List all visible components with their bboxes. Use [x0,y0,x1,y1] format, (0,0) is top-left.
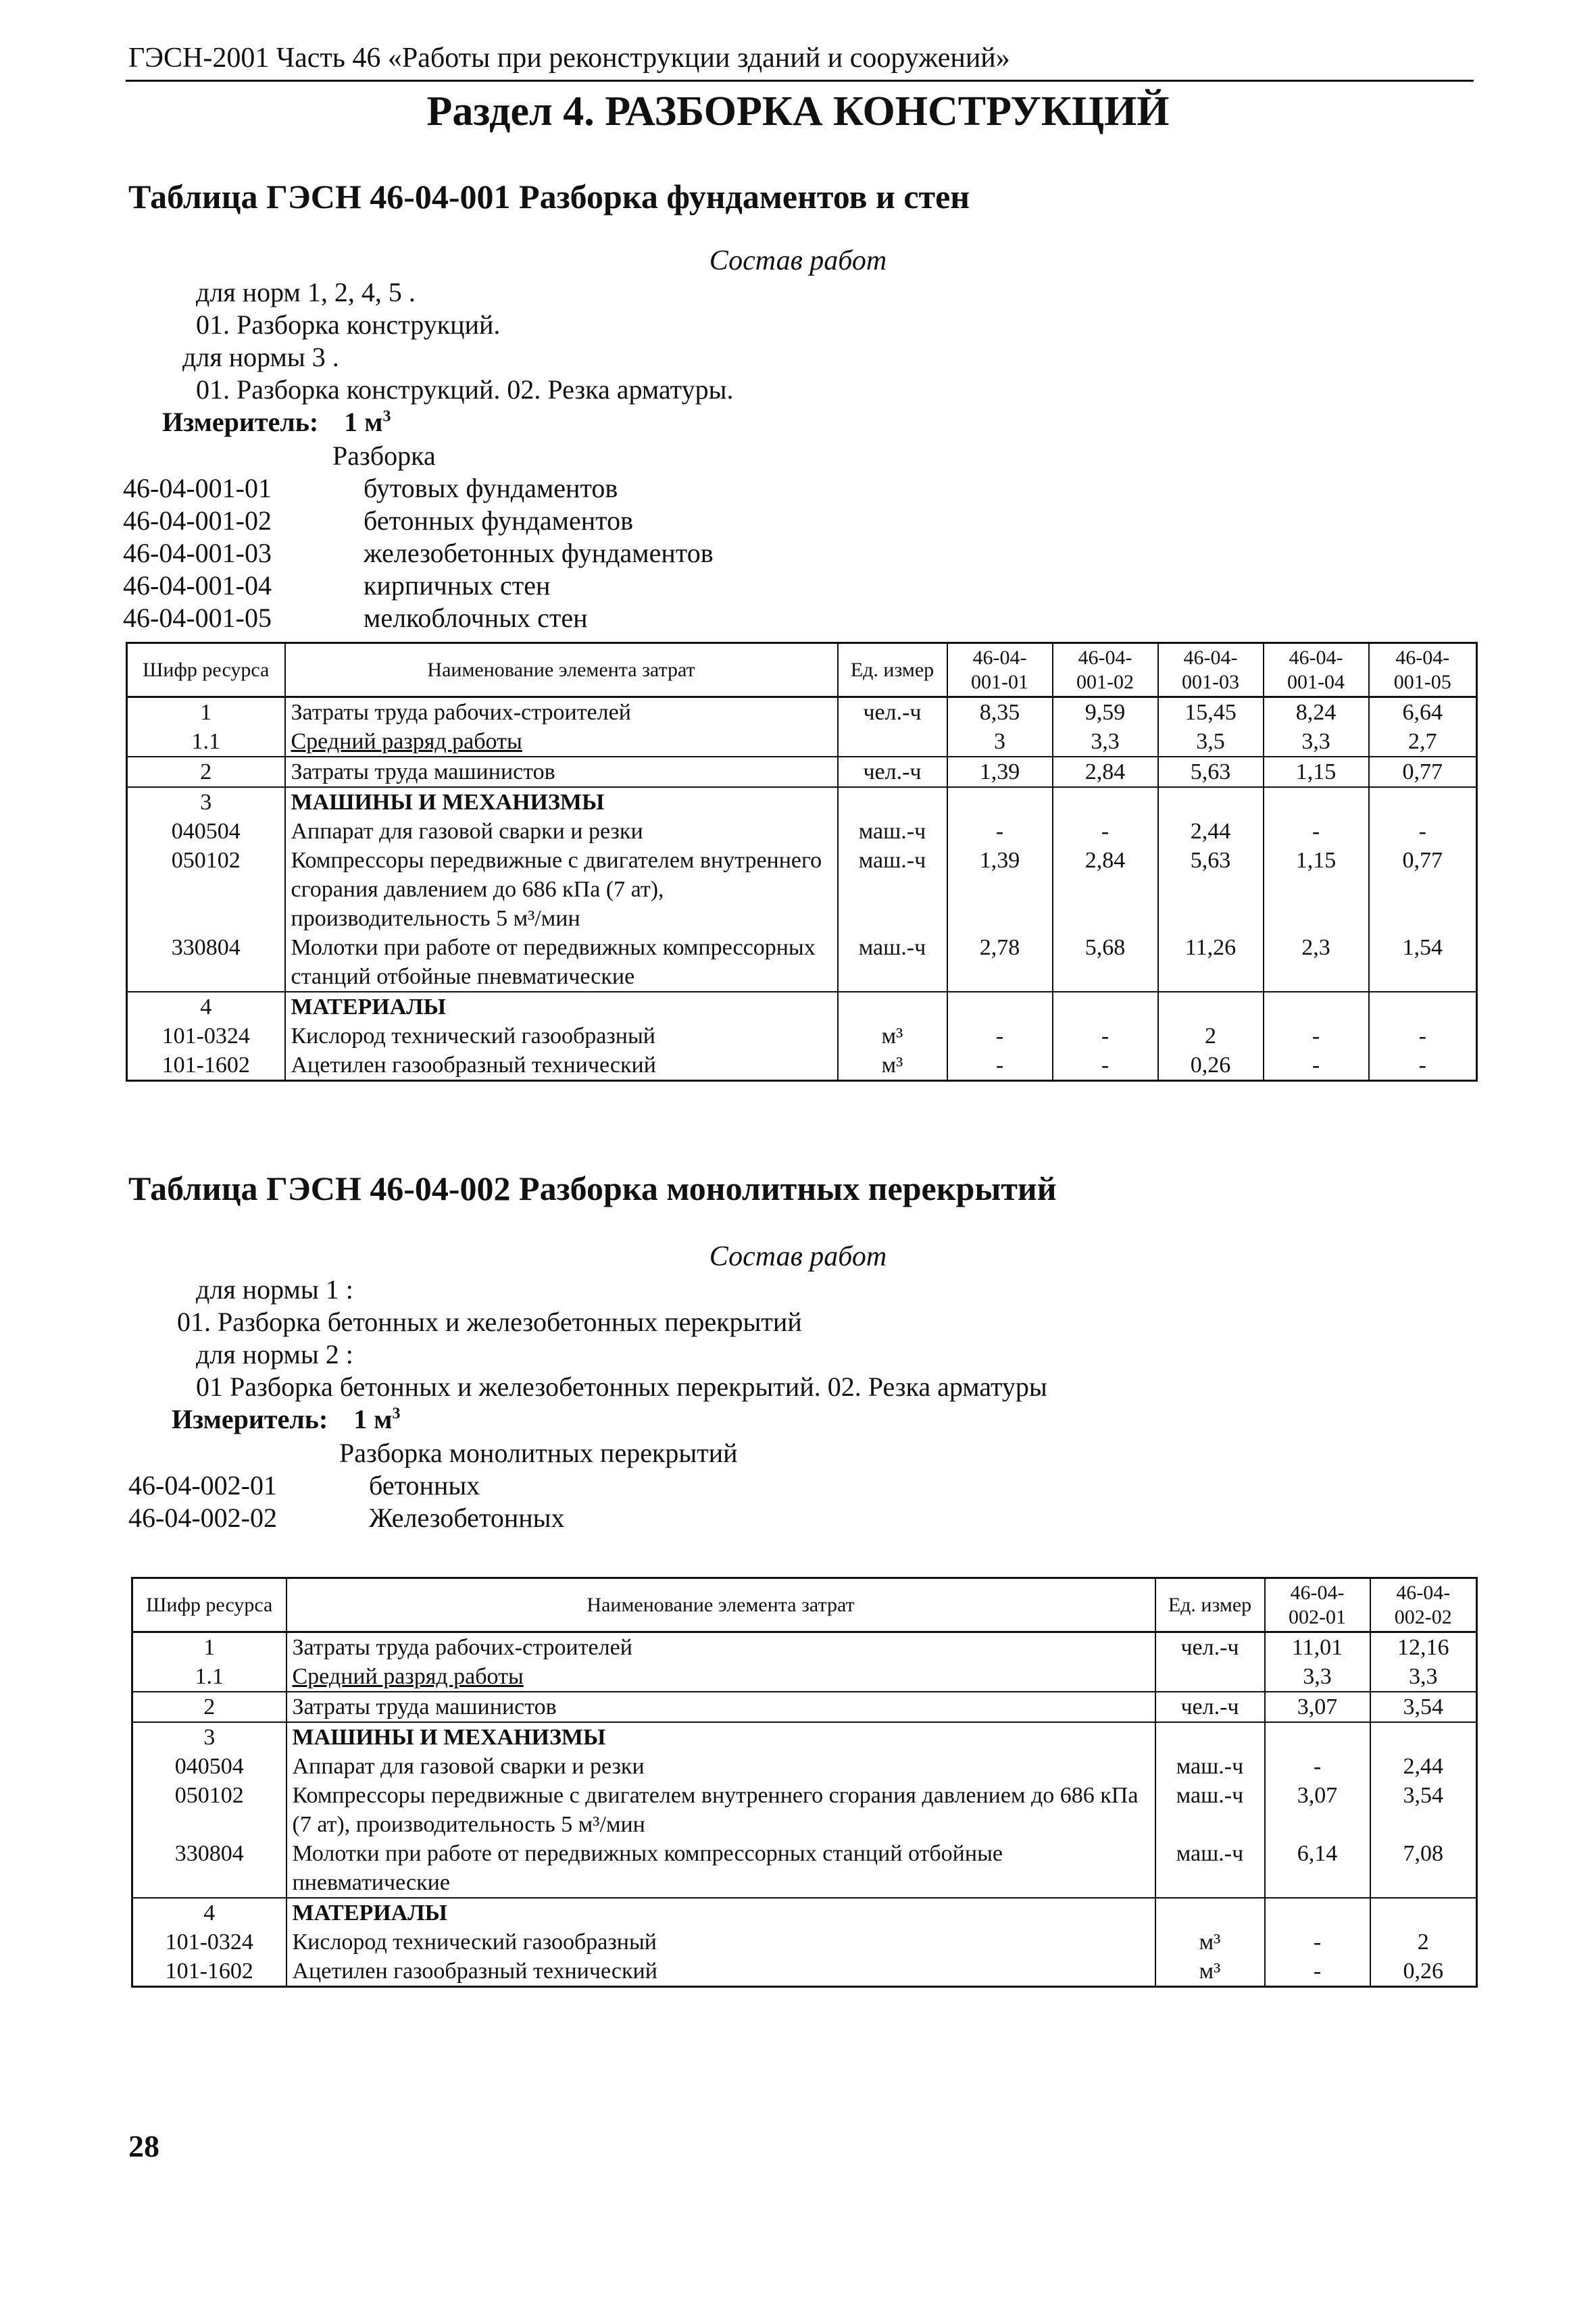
table-row [127,697,1477,728]
cost-element-name: Аппарат для газовой сварки и резки [286,1752,1155,1781]
norm-value: 7,08 [1370,1839,1477,1898]
resource-code: 101-1602 [132,1957,286,1987]
norm-value: - [1053,817,1158,846]
norm-value: 2,3 [1264,933,1369,992]
table-row [132,1957,1477,1987]
col-header-norm: 46-04- 002-02 [1370,1578,1477,1632]
norm-value: - [1264,817,1369,846]
cost-element-name: Средний разряд работы [285,727,838,757]
unit [838,992,947,1022]
norm-value: - [1265,1752,1370,1781]
unit: маш.-ч [838,817,947,846]
table1-composition-line: 01. Разборка конструкций. 02. Резка арматуры. [196,374,734,405]
table1-norm-code: 46-04-001-01 [123,473,272,503]
unit [838,727,947,757]
unit: маш.-ч [838,846,947,933]
unit: м³ [838,1051,947,1081]
unit: чел.-ч [838,697,947,728]
resource-code: 4 [132,1898,286,1928]
norm-value: 3,5 [1158,727,1264,757]
cost-element-name: МАТЕРИАЛЫ [286,1898,1155,1928]
norm-value: 1,39 [947,757,1053,787]
table2-group-heading: Разборка монолитных перекрытий [339,1438,738,1468]
page-number: 28 [128,2129,159,2163]
norm-value: - [1265,1957,1370,1987]
norm-value: 1,39 [947,846,1053,933]
norm-value: - [1053,1022,1158,1051]
norm-value: 3,3 [1265,1662,1370,1692]
norm-value [1265,1898,1370,1928]
table-row [132,1839,1477,1898]
norm-value [1264,992,1369,1022]
col-header-code: Шифр ресурса [127,643,285,697]
table2-norm-name: бетонных [369,1470,480,1501]
col-header-norm: 46-04- 002-01 [1265,1578,1370,1632]
resource-code: 101-0324 [132,1928,286,1957]
cost-element-name: Затраты труда рабочих-строителей [285,697,838,728]
table1-norm-name: бетонных фундаментов [364,505,633,536]
norm-value: 3 [947,727,1053,757]
table-row [127,1022,1477,1051]
cost-element-name: Компрессоры передвижные с двигателем внутреннего сгорания давлением до 686 кПа (7 ат), производительность 5 м³/мин [285,846,838,933]
cost-element-name: МАШИНЫ И МЕХАНИЗМЫ [285,787,838,817]
resource-code: 3 [127,787,285,817]
table2-title: Таблица ГЭСН 46-04-002 Разборка монолитных перекрытий [128,1169,1057,1207]
norm-value [947,992,1053,1022]
norm-value: 3,3 [1264,727,1369,757]
norm-value: 5,63 [1158,757,1264,787]
col-header-name: Наименование элемента затрат [285,643,838,697]
table2-meter-value: 1 м [353,1404,393,1434]
resource-code: 4 [127,992,285,1022]
resource-code: 1.1 [127,727,285,757]
cost-element-name: Затраты труда машинистов [286,1692,1155,1722]
norm-value: 6,64 [1369,697,1477,728]
col-header-unit: Ед. измер [1155,1578,1265,1632]
cost-element-name: Ацетилен газообразный технический [286,1957,1155,1987]
norm-value: 3,07 [1265,1781,1370,1839]
norm-value: 2,7 [1369,727,1477,757]
table1-norm-code: 46-04-001-03 [123,538,272,568]
resource-code: 101-0324 [127,1022,285,1051]
table2-meter [172,1404,400,1435]
col-header-code: Шифр ресурса [132,1578,286,1632]
norm-value: - [947,1022,1053,1051]
norm-value: 5,68 [1053,933,1158,992]
resource-code: 040504 [127,817,285,846]
unit: чел.-ч [838,757,947,787]
unit: маш.-ч [1155,1752,1265,1781]
table-row [132,1928,1477,1957]
table2-norm-name: Железобетонных [369,1503,565,1533]
table-row [132,1722,1477,1752]
table-row [127,1051,1477,1081]
table1-meter-value: 1 м [344,407,383,437]
norm-value: 8,35 [947,697,1053,728]
table1-composition-line: 01. Разборка конструкций. [196,309,501,340]
table2-composition-line: для нормы 2 : [196,1339,353,1369]
table1-norm-code: 46-04-001-05 [123,603,272,633]
col-header-norm: 46-04- 001-04 [1264,643,1369,697]
norm-value: 1,15 [1264,846,1369,933]
unit: чел.-ч [1155,1632,1265,1663]
resource-code: 1.1 [132,1662,286,1692]
norm-value: 2,84 [1053,757,1158,787]
norm-value [1158,992,1264,1022]
running-header: ГЭСН-2001 Часть 46 «Работы при реконструкции зданий и сооружений» [128,43,1010,74]
norm-value: 3,07 [1265,1692,1370,1722]
resource-code: 330804 [132,1839,286,1898]
cost-element-name: Молотки при работе от передвижных компрессорных станций отбойные пневматические [286,1839,1155,1898]
norm-value [1370,1722,1477,1752]
header-rule [126,80,1474,82]
norm-value: - [1369,1022,1477,1051]
norm-value: 3,54 [1370,1692,1477,1722]
norm-value: 15,45 [1158,697,1264,728]
resource-code: 1 [132,1632,286,1663]
table1-composition-line: для нормы 3 . [182,342,339,372]
col-header-norm: 46-04- 001-03 [1158,643,1264,697]
norm-value: - [1369,1051,1477,1081]
norm-value [1158,787,1264,817]
norm-value: - [1265,1928,1370,1957]
table-row [132,1632,1477,1663]
table2-meter-label: Измеритель: [172,1404,328,1434]
cost-element-name: Кислород технический газообразный [286,1928,1155,1957]
col-header-norm: 46-04- 001-01 [947,643,1053,697]
norm-value: - [1053,1051,1158,1081]
table1-title: Таблица ГЭСН 46-04-001 Разборка фундаментов и стен [128,178,970,216]
table1-norm-code: 46-04-001-04 [123,570,272,601]
unit [1155,1722,1265,1752]
norm-value: 8,24 [1264,697,1369,728]
col-header-norm: 46-04- 001-05 [1369,643,1477,697]
cost-element-name: Молотки при работе от передвижных компрессорных станций отбойные пневматические [285,933,838,992]
table-row [132,1898,1477,1928]
norm-value [1370,1898,1477,1928]
cost-element-name: Компрессоры передвижные с двигателем внутреннего сгорания давлением до 686 кПа (7 ат), производительность 5 м³/мин [286,1781,1155,1839]
table-row [132,1781,1477,1839]
resource-code: 050102 [132,1781,286,1839]
norm-value [1369,992,1477,1022]
table1-composition-title: Состав работ [709,245,887,276]
norm-value [1265,1722,1370,1752]
table-row [127,846,1477,933]
unit: маш.-ч [1155,1839,1265,1898]
norm-value: 9,59 [1053,697,1158,728]
norm-value: 0,77 [1369,757,1477,787]
table2-composition-line: для нормы 1 : [196,1274,353,1305]
unit [1155,1898,1265,1928]
resource-table-1 [126,642,1478,1082]
table2-meter-sup: 3 [392,1405,401,1423]
table1-group-heading: Разборка [332,441,436,471]
table-row [127,757,1477,787]
norm-value: 1,54 [1369,933,1477,992]
table2-norm-code: 46-04-002-02 [128,1503,277,1533]
norm-value: 0,26 [1370,1957,1477,1987]
norm-value: 12,16 [1370,1632,1477,1663]
norm-value: 2 [1370,1928,1477,1957]
table1-norm-name: кирпичных стен [364,570,551,601]
unit [1155,1662,1265,1692]
norm-value: 11,01 [1265,1632,1370,1663]
unit: м³ [1155,1928,1265,1957]
table1-meter-label: Измеритель: [162,407,319,437]
table-row [127,817,1477,846]
cost-element-name: Аппарат для газовой сварки и резки [285,817,838,846]
cost-element-name: Средний разряд работы [286,1662,1155,1692]
table1-composition-line: для норм 1, 2, 4, 5 . [196,277,416,307]
unit: м³ [1155,1957,1265,1987]
table-row [127,933,1477,992]
resource-code: 2 [132,1692,286,1722]
table1-norm-name: мелкоблочных стен [364,603,588,633]
norm-value: 1,15 [1264,757,1369,787]
col-header-name: Наименование элемента затрат [286,1578,1155,1632]
norm-value: - [947,817,1053,846]
table2-composition-line: 01. Разборка бетонных и железобетонных перекрытий [177,1307,802,1337]
col-header-unit: Ед. измер [838,643,947,697]
table-row [132,1692,1477,1722]
norm-value: - [1264,1051,1369,1081]
norm-value: 2,44 [1370,1752,1477,1781]
norm-value: - [1264,1022,1369,1051]
norm-value: - [947,1051,1053,1081]
resource-code: 3 [132,1722,286,1752]
resource-code: 2 [127,757,285,787]
table1-meter [162,407,391,438]
table2-composition-title: Состав работ [709,1241,887,1272]
table1-meter-sup: 3 [382,407,391,426]
norm-value: 3,54 [1370,1781,1477,1839]
resource-table-2 [131,1577,1478,1988]
resource-code: 101-1602 [127,1051,285,1081]
table1-norm-code: 46-04-001-02 [123,505,272,536]
norm-value: 2,44 [1158,817,1264,846]
norm-value: 0,26 [1158,1051,1264,1081]
norm-value [1053,992,1158,1022]
table2-norm-code: 46-04-002-01 [128,1470,277,1501]
cost-element-name: МАТЕРИАЛЫ [285,992,838,1022]
table-row [132,1662,1477,1692]
table-row [127,992,1477,1022]
norm-value: 2,84 [1053,846,1158,933]
unit: маш.-ч [838,933,947,992]
table1-norm-name: бутовых фундаментов [364,473,618,503]
norm-value [1264,787,1369,817]
unit: маш.-ч [1155,1781,1265,1839]
norm-value: 11,26 [1158,933,1264,992]
norm-value: 2 [1158,1022,1264,1051]
unit: м³ [838,1022,947,1051]
norm-value: 0,77 [1369,846,1477,933]
norm-value: 6,14 [1265,1839,1370,1898]
cost-element-name: Затраты труда рабочих-строителей [286,1632,1155,1663]
norm-value [947,787,1053,817]
cost-element-name: Ацетилен газообразный технический [285,1051,838,1081]
resource-code: 040504 [132,1752,286,1781]
norm-value: 3,3 [1053,727,1158,757]
norm-value: 3,3 [1370,1662,1477,1692]
cost-element-name: МАШИНЫ И МЕХАНИЗМЫ [286,1722,1155,1752]
resource-code: 330804 [127,933,285,992]
norm-value [1369,787,1477,817]
table2-composition-line: 01 Разборка бетонных и железобетонных перекрытий. 02. Резка арматуры [196,1372,1047,1402]
table-row [127,787,1477,817]
table-row [127,727,1477,757]
resource-code: 1 [127,697,285,728]
norm-value: 5,63 [1158,846,1264,933]
col-header-norm: 46-04- 001-02 [1053,643,1158,697]
norm-value [1053,787,1158,817]
table-row [132,1752,1477,1781]
norm-value: 2,78 [947,933,1053,992]
resource-code: 050102 [127,846,285,933]
norm-value: - [1369,817,1477,846]
cost-element-name: Кислород технический газообразный [285,1022,838,1051]
section-title: Раздел 4. РАЗБОРКА КОНСТРУКЦИЙ [426,89,1170,134]
unit: чел.-ч [1155,1692,1265,1722]
cost-element-name: Затраты труда машинистов [285,757,838,787]
unit [838,787,947,817]
table1-norm-name: железобетонных фундаментов [364,538,714,568]
